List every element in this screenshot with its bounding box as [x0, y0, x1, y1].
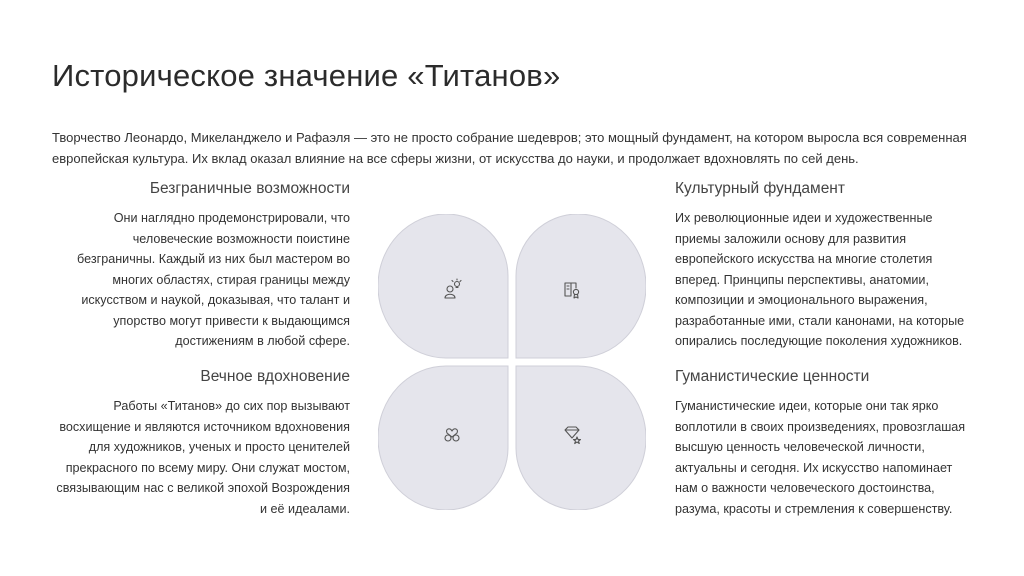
page-title: Историческое значение «Титанов»: [52, 58, 561, 93]
block-heading: Безграничные возможности: [149, 180, 350, 197]
block-humanism: [675, 368, 973, 519]
block-inspiration: [52, 368, 350, 519]
block-heading: Вечное вдохновение: [200, 368, 350, 385]
block-text: Их революционные идеи и художественные приемы заложили основу для развития европейского искусства на многие столетия вперед. Принципы перспективы, анатомии, композиции и эмоционального выражения, разработанные ими, стали канонами, на которые опирались последующие поколения художников.: [675, 211, 965, 348]
block-heading: Культурный фундамент: [675, 180, 845, 197]
block-text: Гуманистические идеи, которые они так ярко воплотили в своих произведениях, провозглашая высшую ценность человеческой личности, актуальны и сегодня. Их искусство напоминает нам о важности человеческого достоинства, разума, красоты и стремления к совершенству.: [675, 399, 966, 516]
block-foundation: [675, 180, 973, 352]
petal-top-right: [516, 214, 646, 358]
intro-paragraph: Творчество Леонардо, Микеланджело и Рафаэля — это не просто собрание шедевров; это мощный фундамент, на котором выросла вся современная европейская культура. Их вклад оказал влияние на все сферы жизни, от искусства до науки, и продолжает вдохновлять по сей день.: [52, 130, 967, 166]
block-text: Работы «Титанов» до сих пор вызывают восхищение и являются источником вдохновения для художников, ученых и просто ценителей прекрасного по всему миру. Они служат мостом, связывающим нас с великой эпохой Возрождения и её идеалами.: [56, 399, 350, 516]
block-heading: Гуманистические ценности: [675, 368, 870, 385]
petal-bottom-left: [378, 366, 508, 510]
petal-bottom-right: [516, 366, 646, 510]
block-text: Они наглядно продемонстрировали, что человеческие возможности поистине безграничны. Каждый из них был мастером во многих областях, стирая границы между искусством и наукой, доказывая, что талант и упорство могут привести к выдающимся достижениям в любой сфере.: [77, 211, 350, 348]
block-possibilities: [52, 180, 350, 352]
petals-graphic: [378, 214, 646, 510]
petal-top-left: [378, 214, 508, 358]
